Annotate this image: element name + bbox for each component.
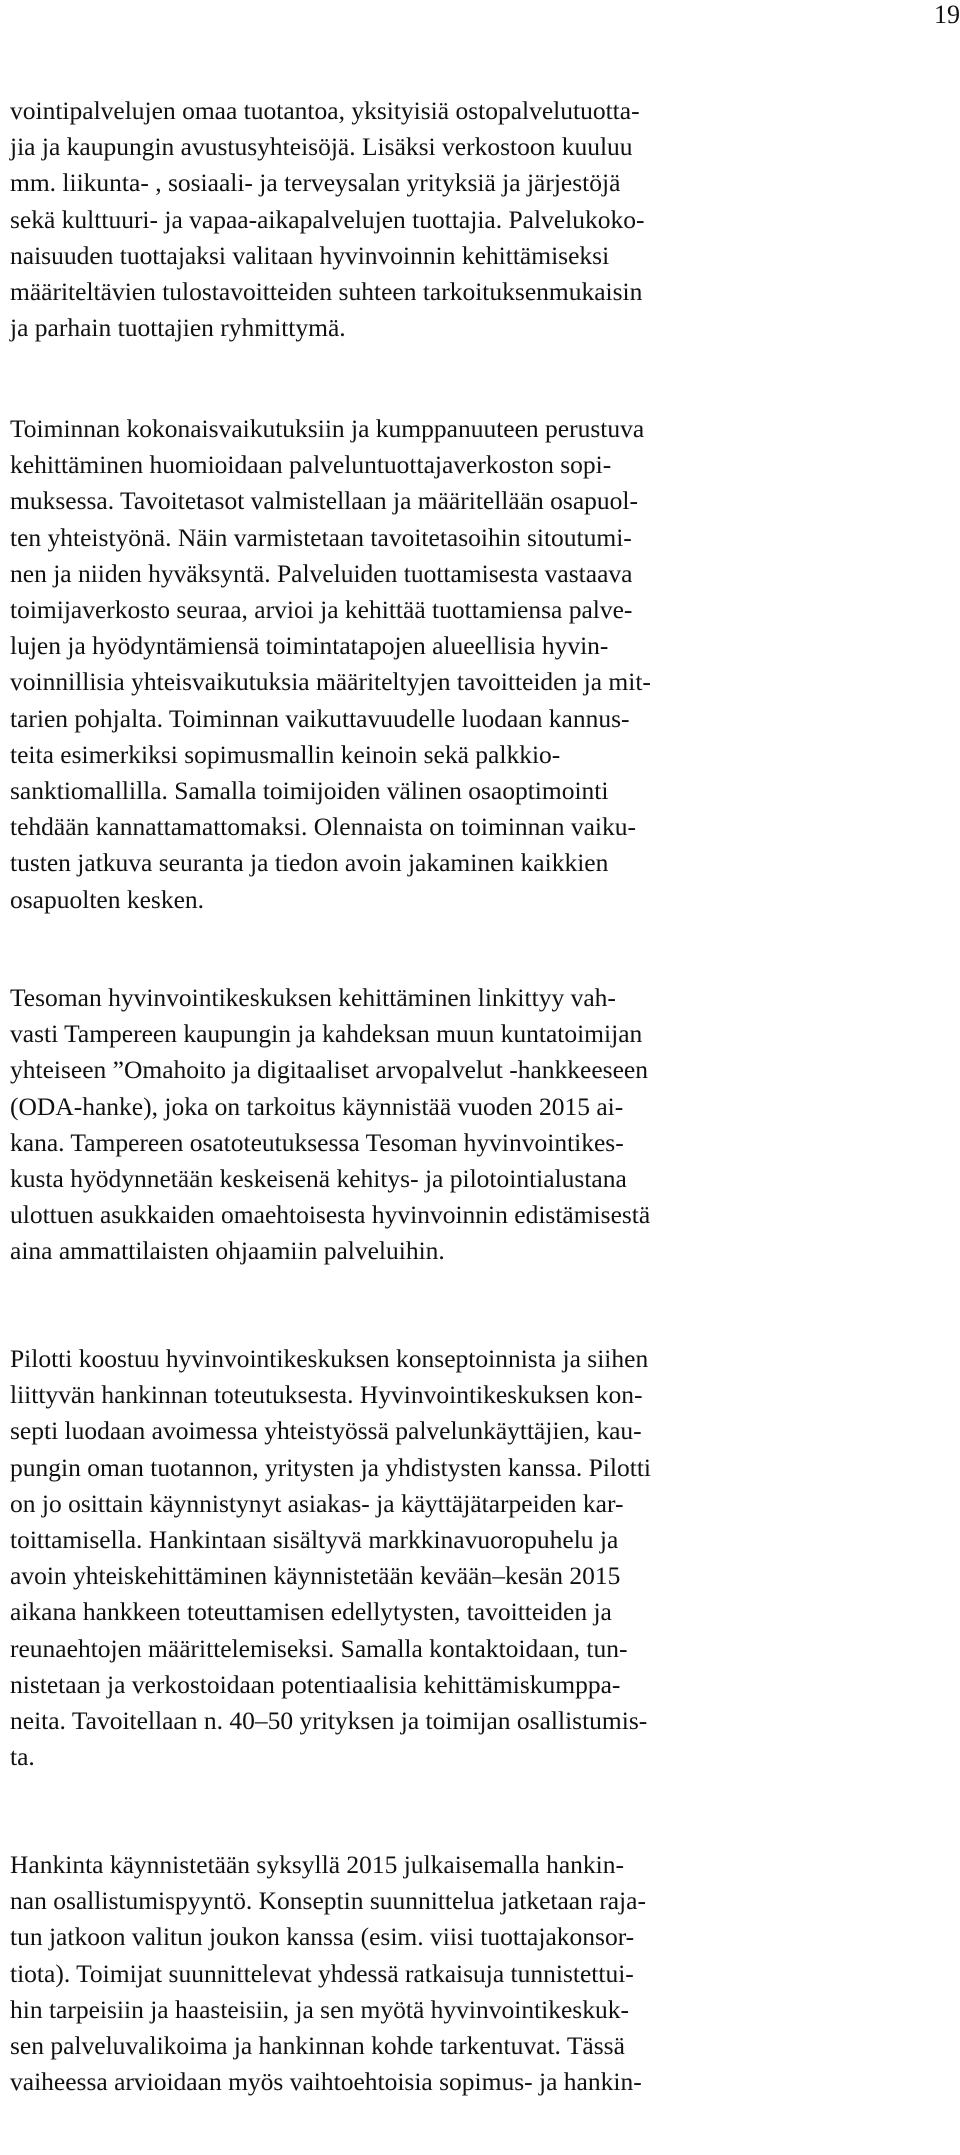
text-line: naisuuden tuottajaksi valitaan hyvinvoinnin kehittämiseksi [10, 240, 610, 270]
text-line: toimijaverkosto seuraa, arvioi ja kehittää tuottamiensa palve- [10, 595, 633, 624]
text-line: septi luodaan avoimessa yhteistyössä palvelunkäyttäjien, kau- [10, 1416, 642, 1446]
text-line: vasti Tampereen kaupungin ja kahdeksan muun kuntatoimijan [10, 1019, 643, 1049]
text-line: avoin yhteiskehittäminen käynnistetään kevään–kesän 2015 [10, 1561, 621, 1591]
text-line: kusta hyödynnetään keskeisenä kehitys- ja pilotointialustana [10, 1164, 627, 1193]
page-number: 19 [934, 0, 960, 29]
text-line: liittyvän hankinnan toteutuksesta. Hyvinvointikeskuksen kon- [10, 1380, 643, 1410]
text-line: teita esimerkiksi sopimusmallin keinoin sekä palkkio- [10, 739, 561, 769]
text-line: (ODA-hanke), joka on tarkoitus käynnistää vuoden 2015 ai- [10, 1091, 624, 1121]
text-line: neita. Tavoitellaan n. 40–50 yrityksen ja toimijan osallistumis- [10, 1706, 648, 1735]
text-line: tarien pohjalta. Toiminnan vaikuttavuudelle luodaan kannus- [10, 703, 630, 733]
text-line: nen ja niiden hyväksyntä. Palveluiden tuottamisesta vastaava [10, 558, 633, 588]
text-line: muksessa. Tavoitetasot valmistellaan ja määritellään osapuol- [10, 486, 638, 516]
text-line: toittamisella. Hankintaan sisältyvä markkinavuoropuhelu ja [10, 1525, 619, 1554]
text-line: Toiminnan kokonaisvaikutuksiin ja kumppanuuteen perustuva [10, 414, 645, 443]
text-line: osapuolten kesken. [10, 884, 205, 914]
text-line: aikana hankkeen toteuttamisen edellytysten, tavoitteiden ja [10, 1597, 612, 1627]
text-line: nan osallistumispyyntö. Konseptin suunnittelua jatketaan raja- [10, 1886, 646, 1916]
text-line: mm. liikunta- , sosiaali- ja terveysalan yrityksiä ja järjestöjä [10, 168, 621, 198]
text-line: lujen ja hyödyntämiensä toimintatapojen alueellisia hyvin- [10, 631, 609, 661]
text-line: nistetaan ja verkostoidaan potentiaalisia kehittämiskumppa- [10, 1669, 621, 1699]
text-line: tehdään kannattamattomaksi. Olennaista on toiminnan vaiku- [10, 812, 636, 842]
text-line: Pilotti koostuu hyvinvointikeskuksen konseptoinnista ja siihen [10, 1344, 649, 1373]
text-line: reunaehtojen määrittelemiseksi. Samalla kontaktoidaan, tun- [10, 1633, 628, 1663]
text-line: tusten jatkuva seuranta ja tiedon avoin jakaminen kaikkien [10, 848, 609, 878]
text-line: Tesoman hyvinvointikeskuksen kehittäminen linkittyy vah- [10, 983, 616, 1012]
text-line: vaiheessa arvioidaan myös vaihtoehtoisia sopimus- ja hankin- [10, 2067, 642, 2097]
text-line: vointipalvelujen omaa tuotantoa, yksityisiä ostopalvelutuotta- [10, 96, 640, 125]
text-line: kehittäminen huomioidaan palveluntuottajaverkoston sopi- [10, 450, 612, 480]
text-line: aina ammattilaisten ohjaamiin palveluihin. [10, 1236, 445, 1266]
text-line: tun jatkoon valitun joukon kanssa (esim. viisi tuottajakonsor- [10, 1922, 635, 1952]
text-line: voinnillisia yhteisvaikutuksia määriteltyjen tavoitteiden ja mit- [10, 667, 651, 697]
text-line: yhteiseen ”Omahoito ja digitaaliset arvopalvelut -hankkeeseen [10, 1055, 648, 1085]
text-line: sanktiomallilla. Samalla toimijoiden välinen osaoptimointi [10, 776, 609, 805]
text-line: määriteltävien tulostavoitteiden suhteen tarkoituksenmukaisin [10, 277, 643, 306]
text-line: ulottuen asukkaiden omaehtoisesta hyvinvoinnin edistämisestä [10, 1200, 651, 1230]
text-line: Hankinta käynnistetään syksyllä 2015 julkaisemalla hankin- [10, 1850, 624, 1879]
text-line: jia ja kaupungin avustusyhteisöjä. Lisäksi verkostoon kuuluu [10, 132, 633, 162]
text-line: ta. [10, 1742, 35, 1772]
text-line: sekä kulttuuri- ja vapaa-aikapalvelujen tuottajia. Palvelukoko- [10, 204, 645, 234]
text-line: ja parhain tuottajien ryhmittymä. [10, 313, 346, 343]
text-line: ten yhteistyönä. Näin varmistetaan tavoitetasoihin sitoutumi- [10, 522, 632, 552]
text-line: pungin oman tuotannon, yritysten ja yhdistysten kanssa. Pilotti [10, 1452, 651, 1482]
text-line: kana. Tampereen osatoteutuksessa Tesoman hyvinvointikes- [10, 1127, 624, 1157]
text-line: on jo osittain käynnistynyt asiakas- ja käyttäjätarpeiden kar- [10, 1488, 624, 1518]
text-line: tiota). Toimijat suunnittelevat yhdessä ratkaisuja tunnistettui- [10, 1958, 634, 1988]
text-line: hin tarpeisiin ja haasteisiin, ja sen myötä hyvinvointikeskuk- [10, 1994, 629, 2024]
text-line: sen palveluvalikoima ja hankinnan kohde tarkentuvat. Tässä [10, 2031, 625, 2060]
